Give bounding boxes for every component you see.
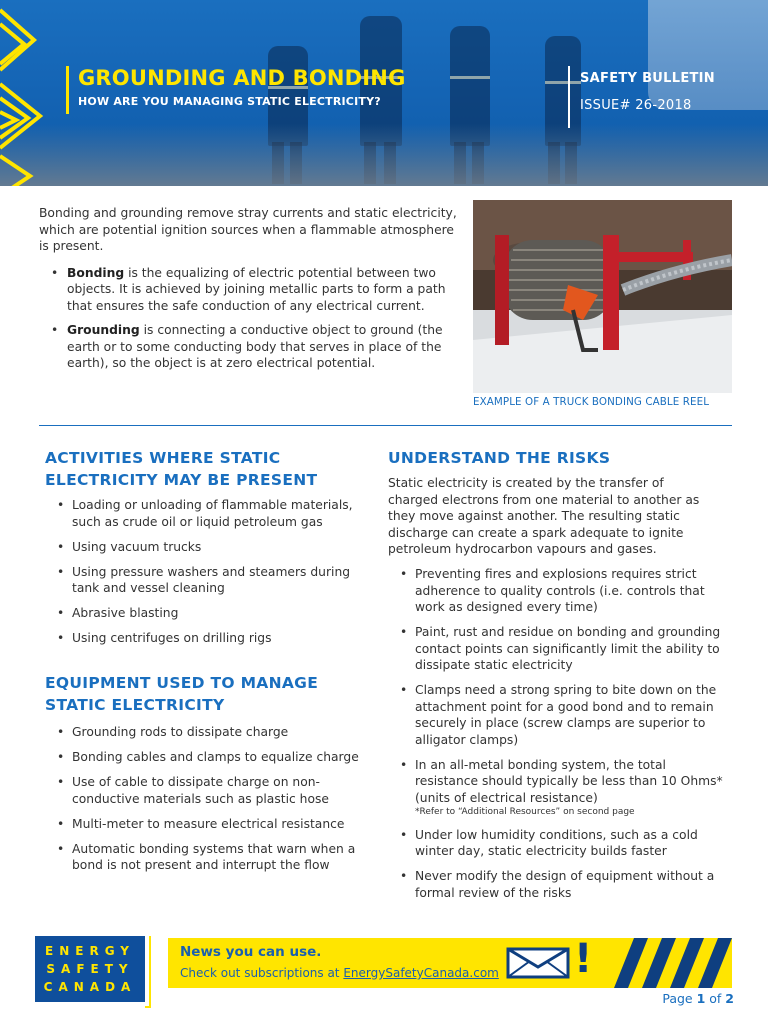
list-item-text: Loading or unloading of flammable materials, such as crude oil or liquid petroleum gas xyxy=(72,498,353,529)
intro-section xyxy=(39,205,461,380)
list-item xyxy=(45,497,365,530)
bullet-icon: • xyxy=(57,606,65,620)
list-item xyxy=(45,630,365,647)
list-item-text: Paint, rust and residue on bonding and grounding contact points can significantly limit the ability to dissipate static electricity xyxy=(415,625,721,672)
definition-text: is the equalizing of electric potential between two objects. It is achieved by joining metallic parts to form a path that ensures the safe conduction of any electrical current. xyxy=(67,265,446,313)
definition-term: Bonding xyxy=(67,265,125,280)
risks-paragraph: Static electricity is created by the transfer of charged electrons from one material to another as they move against another. The resulting static discharge can create a spark adequate to ignite petroleum hydrocarbon vapours and gases. xyxy=(388,476,700,556)
bullet-icon: • xyxy=(400,869,408,883)
page-current: 1 xyxy=(696,991,706,1006)
list-item-text: Automatic bonding systems that warn when a bond is not present and interrupt the flow xyxy=(72,841,356,872)
section-divider xyxy=(39,425,732,426)
list-item-text: Bonding cables and clamps to equalize charge xyxy=(72,750,359,764)
banner-text xyxy=(180,966,499,980)
energy-safety-canada-logo xyxy=(35,936,145,1002)
bullet-icon: • xyxy=(51,265,59,280)
activities-list xyxy=(45,497,365,655)
chevron-stripes-icon xyxy=(0,0,90,186)
logo-line: SAFETY xyxy=(46,962,134,976)
page-total: 2 xyxy=(725,991,734,1006)
bullet-icon: • xyxy=(57,539,65,554)
list-item xyxy=(51,322,461,372)
list-item-text: Preventing fires and explosions requires strict adherence to quality controls (i.e. controls that work as designed every time) xyxy=(415,567,705,614)
page-of: of xyxy=(705,991,726,1006)
list-item-text: In an all-metal bonding system, the total resistance should typically be less than 10 Ohms* (units of electrical resistance) xyxy=(415,757,723,805)
definition-term: Grounding xyxy=(67,323,140,337)
banner-title: News you can use. xyxy=(180,944,322,960)
bulletin-rule xyxy=(568,66,570,128)
page-number xyxy=(662,991,734,1006)
subscriptions-link[interactable]: EnergySafetyCanada.com xyxy=(343,966,499,980)
title-rule xyxy=(66,66,69,114)
list-item xyxy=(45,724,365,741)
bullet-icon: • xyxy=(57,631,65,645)
bullet-icon: • xyxy=(400,567,408,581)
bulletin-label: SAFETY BULLETIN xyxy=(580,71,715,86)
list-item-text: Using centrifuges on drilling rigs xyxy=(72,631,272,645)
truck-silhouette xyxy=(648,0,768,110)
bullet-icon: • xyxy=(57,775,65,789)
bullet-icon: • xyxy=(57,725,65,739)
list-item-text: Grounding rods to dissipate charge xyxy=(72,725,289,739)
list-item xyxy=(388,624,728,674)
bonding-cable-reel-photo xyxy=(473,200,732,393)
bullet-icon: • xyxy=(400,757,408,772)
bullet-icon: • xyxy=(57,498,65,512)
intro-definitions xyxy=(39,265,461,372)
bullet-icon: • xyxy=(57,564,65,579)
activities-heading: ACTIVITIES WHERE STATIC ELECTRICITY MAY BE PRESENT xyxy=(45,449,318,489)
equipment-list xyxy=(45,724,365,882)
page-subtitle: HOW ARE YOU MANAGING STATIC ELECTRICITY? xyxy=(78,95,381,108)
hazard-stripes-icon xyxy=(604,938,732,988)
figure-caption: EXAMPLE OF A TRUCK BONDING CABLE REEL xyxy=(473,396,710,408)
list-item xyxy=(388,566,728,616)
bullet-icon: • xyxy=(400,827,408,842)
list-item xyxy=(388,868,728,901)
list-item xyxy=(388,757,728,819)
list-item xyxy=(388,682,728,748)
list-item xyxy=(45,774,365,807)
risks-heading: UNDERSTAND THE RISKS xyxy=(388,449,611,467)
list-item-text: Using vacuum trucks xyxy=(72,539,202,554)
logo-bracket xyxy=(145,936,151,1008)
envelope-icon xyxy=(506,947,570,979)
intro-paragraph: Bonding and grounding remove stray currents and static electricity, which are potential ignition sources when a flammable atmosphere is present. xyxy=(39,206,457,253)
list-item xyxy=(45,539,365,556)
equipment-heading: EQUIPMENT USED TO MANAGE STATIC ELECTRICITY xyxy=(45,674,319,714)
ground-band xyxy=(0,124,768,186)
list-item xyxy=(51,265,461,315)
list-item-text: Abrasive blasting xyxy=(72,606,179,620)
list-item xyxy=(45,605,365,622)
risks-list xyxy=(388,566,728,910)
list-item-text: Never modify the design of equipment without a formal review of the risks xyxy=(415,869,715,900)
list-item xyxy=(45,841,365,874)
list-item xyxy=(45,749,365,766)
bullet-icon: • xyxy=(57,816,65,831)
list-item-text: Multi-meter to measure electrical resistance xyxy=(72,816,345,831)
list-item xyxy=(388,827,728,860)
banner-text-lead: Check out subscriptions at xyxy=(180,966,344,980)
logo-line: ENERGY xyxy=(45,944,135,958)
list-item xyxy=(45,564,365,597)
list-item xyxy=(45,816,365,833)
bullet-icon: • xyxy=(400,625,408,639)
issue-number: ISSUE# 26-2018 xyxy=(580,98,692,113)
bullet-icon: • xyxy=(57,750,65,764)
exclamation-icon: ! xyxy=(574,938,593,982)
list-item-text: Use of cable to dissipate charge on non-conductive materials such as plastic hose xyxy=(72,775,329,806)
list-item-text: Clamps need a strong spring to bite down on the attachment point for a good bond and to remain securely in place (screw clamps are superior to alligator clamps) xyxy=(415,683,717,747)
page-word: Page xyxy=(662,991,697,1006)
list-item-text: Under low humidity conditions, such as a cold winter day, static electricity builds faster xyxy=(415,827,698,858)
footnote: *Refer to “Additional Resources” on second page xyxy=(415,807,635,817)
list-item-text: Using pressure washers and steamers during tank and vessel cleaning xyxy=(72,564,351,595)
bullet-icon: • xyxy=(51,323,59,337)
logo-line: CANADA xyxy=(43,980,137,994)
bullet-icon: • xyxy=(400,683,408,697)
bullet-icon: • xyxy=(57,841,65,856)
news-banner xyxy=(168,938,732,988)
header-banner xyxy=(0,0,768,186)
definition-text: is connecting a conductive object to ground (the earth or to some conducting body that serves in place of the earth), so the object is at zero electrical potential. xyxy=(67,323,443,370)
page-title: GROUNDING AND BONDING xyxy=(78,66,406,90)
